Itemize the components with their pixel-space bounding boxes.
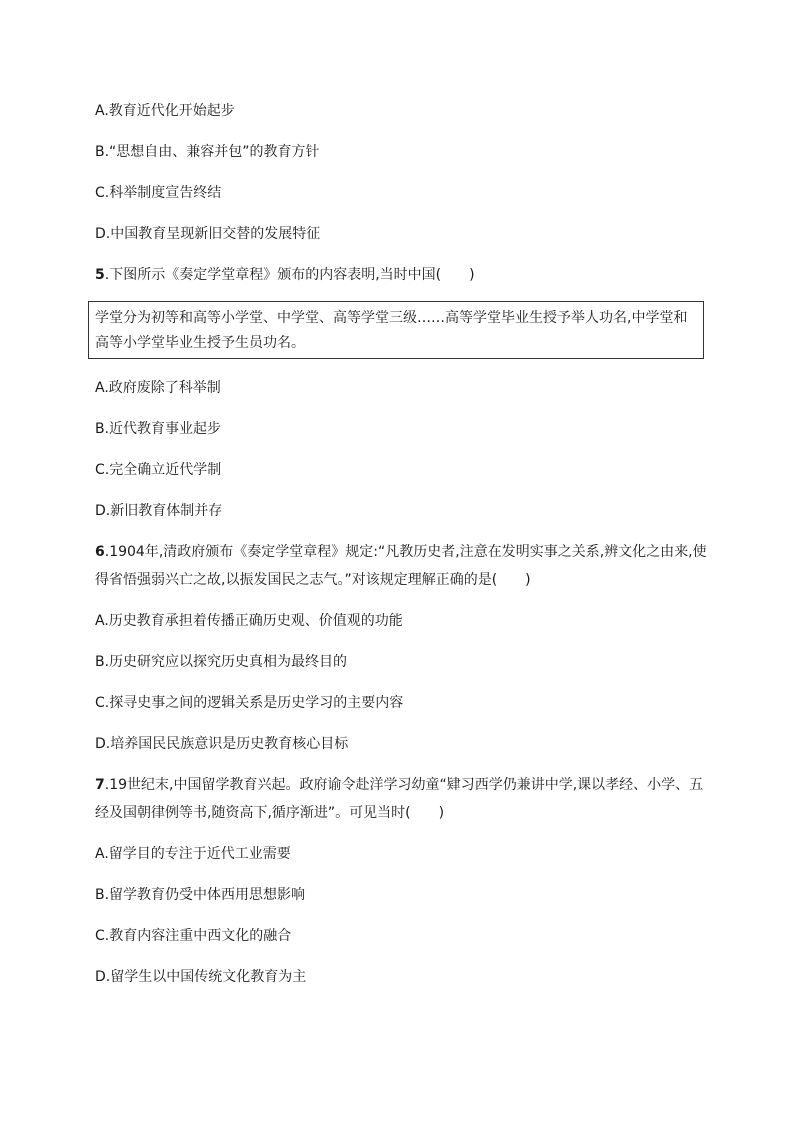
q4-option-c: C.科举制度宣告终结	[95, 185, 222, 201]
q7-stem-line-1	[95, 775, 703, 795]
q5-quote-line-1: 学堂分为初等和高等小学堂、中学堂、高等学堂三级……高等学堂毕业生授予举人功名,中学堂和	[95, 310, 688, 326]
q7-option-b: B.留学教育仍受中体西用思想影响	[95, 887, 306, 903]
q7-option-c: C.教育内容注重中西文化的融合	[95, 928, 292, 944]
q7-number: 7	[95, 777, 105, 793]
q6-option-b: B.历史研究应以探究历史真相为最终目的	[95, 654, 348, 670]
q6-stem-line-2: 得省悟强弱兴亡之故,以振发国民之志气。”对该规定理解正确的是( )	[95, 572, 531, 588]
q4-option-b: B.“思想自由、兼容并包”的教育方针	[95, 144, 320, 160]
q5-option-a: A.政府废除了科举制	[95, 380, 221, 396]
q5-quote-box	[88, 301, 704, 359]
q5-stem	[95, 265, 475, 285]
q7-stem-text-1: .19世纪末,中国留学教育兴起。政府谕令赴洋学习幼童“肄习西学仍兼讲中学,课以孝经、小学、五	[104, 777, 704, 793]
q4-option-a: A.教育近代化开始起步	[95, 103, 235, 119]
q6-option-c: C.探寻史事之间的逻辑关系是历史学习的主要内容	[95, 695, 404, 711]
q4-option-d: D.中国教育呈现新旧交替的发展特征	[95, 226, 321, 242]
q5-option-d: D.新旧教育体制并存	[95, 503, 223, 519]
q7-option-a: A.留学目的专注于近代工业需要	[95, 846, 291, 862]
q5-option-c: C.完全确立近代学制	[95, 462, 222, 478]
q5-stem-text: .下图所示《奏定学堂章程》颁布的内容表明,当时中国( )	[104, 267, 475, 283]
q7-option-d: D.留学生以中国传统文化教育为主	[95, 969, 307, 985]
q6-option-a: A.历史教育承担着传播正确历史观、价值观的功能	[95, 613, 403, 629]
q6-option-d: D.培养国民民族意识是历史教育核心目标	[95, 736, 349, 752]
q5-option-b: B.近代教育事业起步	[95, 421, 222, 437]
q7-stem-line-2: 经及国朝律例等书,随资高下,循序渐进”。可见当时( )	[95, 805, 445, 821]
q5-quote-line-2: 高等小学堂毕业生授予生员功名。	[95, 335, 305, 351]
q6-stem-line-1	[95, 542, 707, 562]
q6-number: 6	[95, 544, 105, 560]
q5-number: 5	[95, 267, 105, 283]
q6-stem-text-1: .1904年,清政府颁布《奏定学堂章程》规定:“凡教历史者,注意在发明实事之关系,辨文化之由来,使	[104, 544, 707, 560]
